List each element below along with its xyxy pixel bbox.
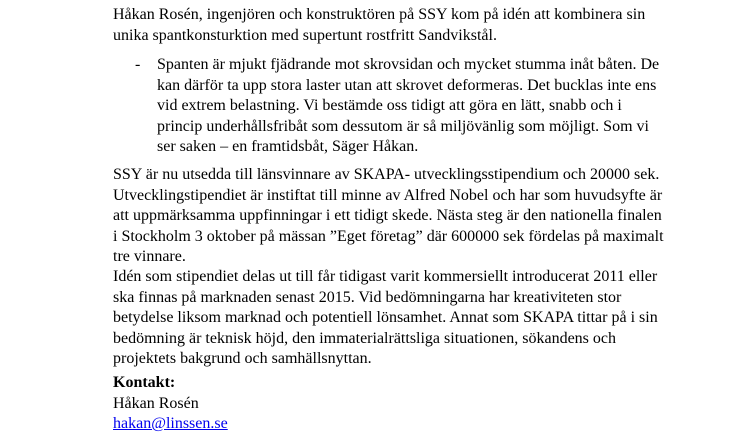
- bullet-line: vid extrem belastning. Vi bestämde oss tidigt att göra en lätt, snabb och i: [157, 97, 622, 114]
- award-line: att uppmärksamma uppfinningar i ett tidigt skede. Nästa steg är den nationella finalen: [113, 207, 662, 224]
- contact-email-link[interactable]: hakan@linssen.se: [113, 415, 228, 432]
- contact-name: Håkan Rosén: [113, 394, 199, 412]
- award-line: tre vinnare.: [113, 248, 186, 265]
- criteria-line: bedömning är teknisk höjd, den immaterialrättsliga situationen, sökandens och: [113, 329, 616, 347]
- bullet-line: ser saken – en framtidsbåt, Säger Håkan.: [157, 138, 419, 155]
- criteria-line: ska finnas på marknaden senast 2015. Vid bedömningarna har kreativiteten stor: [113, 288, 622, 306]
- bullet-line: Spanten är mjukt fjädrande mot skrovsidan och mycket stumma inåt båten. De: [157, 56, 660, 73]
- award-line: i Stockholm 3 oktober på mässan ”Eget företag” där 600000 sek fördelas på maximalt: [113, 227, 664, 245]
- contact-block: [113, 373, 228, 435]
- bullet-text: [157, 55, 659, 158]
- award-line: Utvecklingstipendiet är instiftat till minne av Alfred Nobel och har som huvudsyfte är: [113, 186, 663, 204]
- contact-heading: Kontakt:: [113, 374, 176, 391]
- intro-line: Håkan Rosén, ingenjören och konstruktören på SSY kom på idén att kombinera sin: [113, 6, 646, 23]
- criteria-paragraph: [113, 267, 658, 370]
- bullet-line: princip underhållsfribåt som dessutom är så miljövänlig som möjligt. Som vi: [157, 117, 649, 135]
- intro-line: unika spantkonsturktion med supertunt rostfritt Sandvikstål.: [113, 26, 497, 44]
- bullet-marker: -: [135, 56, 141, 73]
- criteria-line: betydelse liksom marknad och potentiell lönsamhet. Annat som SKAPA tittar på i sin: [113, 309, 658, 326]
- criteria-line: Idén som stipendiet delas ut till får tidigast varit kommersiellt introducerat 2011 eller: [113, 268, 658, 285]
- intro-paragraph: [113, 5, 645, 46]
- criteria-line: projektets bakgrund och samhällsnyttan.: [113, 350, 372, 367]
- award-line: SSY är nu utsedda till länsvinnare av SKAPA- utvecklingsstipendium och 20000 sek.: [113, 166, 660, 183]
- bullet-line: kan därför ta upp stora laster utan att skrovet deformeras. Det bucklas inte ens: [157, 76, 657, 94]
- award-paragraph: [113, 165, 664, 268]
